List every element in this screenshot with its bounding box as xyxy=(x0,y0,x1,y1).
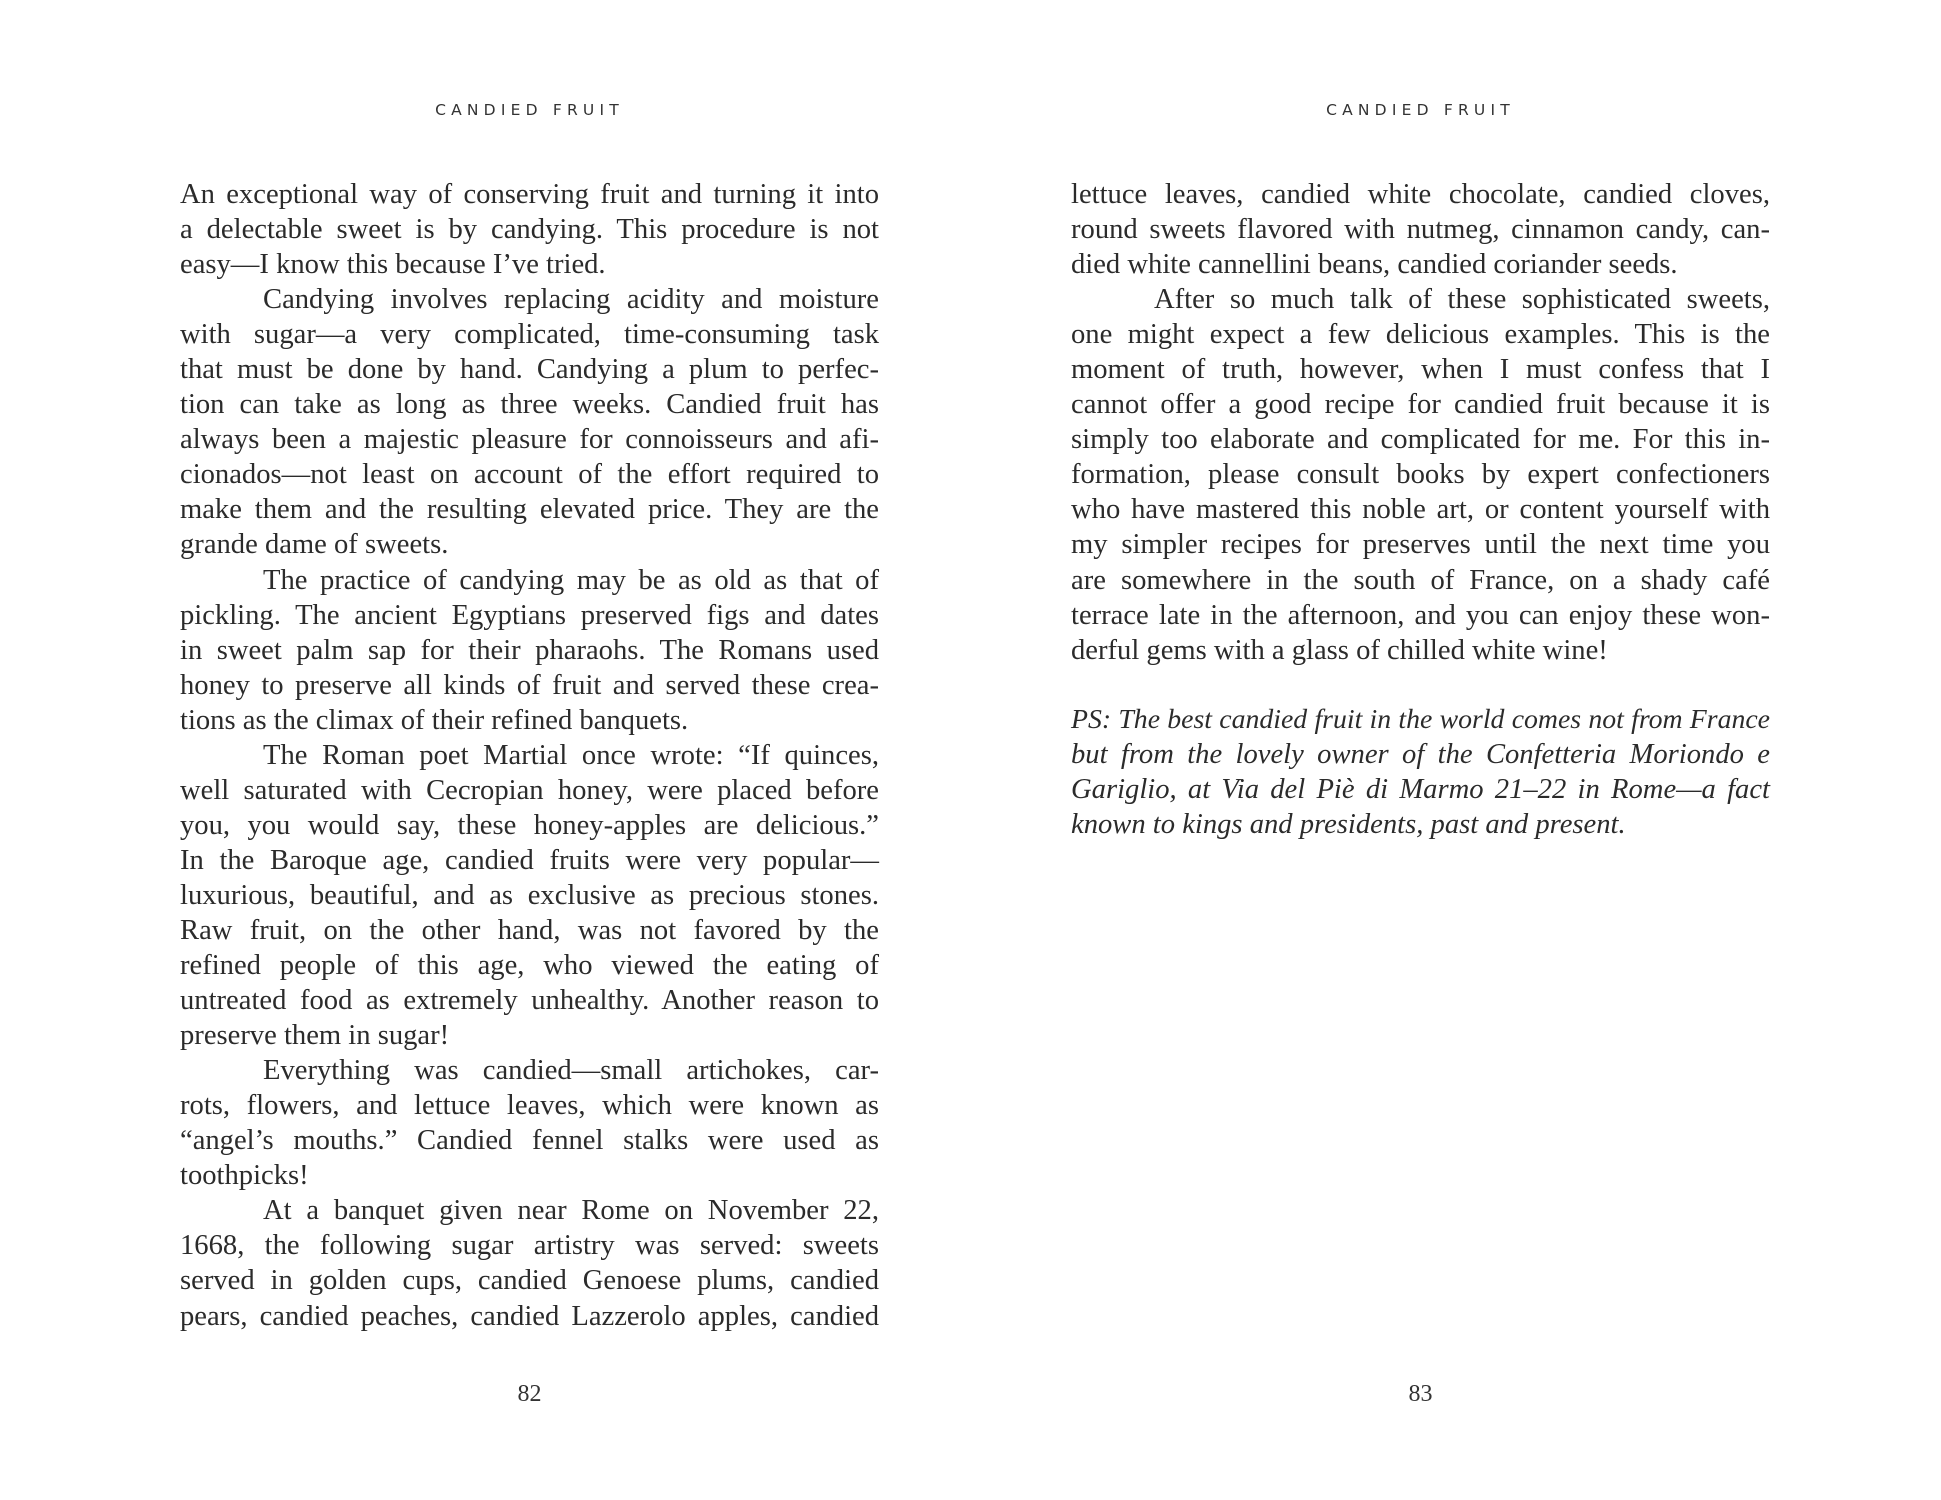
text-line: “angel’s mouths.” Candied fennel stalks were used as xyxy=(180,1125,879,1157)
text-line: cionados—not least on account of the effort required to xyxy=(180,459,879,491)
text-line: died white cannellini beans, candied coriander seeds. xyxy=(1071,249,1678,281)
left-body-text xyxy=(180,177,879,1334)
text-line: At a banquet given near Rome on November 22, xyxy=(263,1195,879,1227)
text-line: but from the lovely owner of the Confetteria Moriondo e xyxy=(1071,739,1770,771)
text-line: pickling. The ancient Egyptians preserved figs and dates xyxy=(180,599,879,631)
text-line: Gariglio, at Via del Piè di Marmo 21–22 in Rome—a fact xyxy=(1071,774,1770,806)
text-line: lettuce leaves, candied white chocolate, candied cloves, xyxy=(1071,179,1770,210)
running-head-right: CANDIED FRUIT xyxy=(1326,101,1515,119)
text-line: in sweet palm sap for their pharaohs. The Romans used xyxy=(180,634,879,666)
text-line: pears, candied peaches, candied Lazzerolo apples, candied xyxy=(180,1300,879,1332)
right-page xyxy=(1071,0,1770,1500)
text-line: Everything was candied—small artichokes, car- xyxy=(263,1055,879,1087)
page-number-right: 83 xyxy=(1408,1381,1433,1407)
text-line: PS: The best candied fruit in the world comes not from France xyxy=(1071,704,1770,735)
text-line: well saturated with Cecropian honey, were placed before xyxy=(180,774,879,806)
text-line: honey to preserve all kinds of fruit and served these crea- xyxy=(180,669,879,701)
postscript xyxy=(1071,702,1770,842)
text-line: known to kings and presidents, past and present. xyxy=(1071,809,1626,841)
text-line: my simpler recipes for preserves until the next time you xyxy=(1071,529,1770,561)
text-line: you, you would say, these honey-apples are delicious.” xyxy=(180,809,879,841)
text-line: rots, flowers, and lettuce leaves, which were known as xyxy=(180,1090,879,1122)
text-line: a delectable sweet is by candying. This procedure is not xyxy=(180,214,879,246)
text-line: refined people of this age, who viewed the eating of xyxy=(180,950,879,982)
text-line: easy—I know this because I’ve tried. xyxy=(180,249,606,281)
text-line: moment of truth, however, when I must confess that I xyxy=(1071,354,1770,386)
text-line: grande dame of sweets. xyxy=(180,529,449,561)
text-line: derful gems with a glass of chilled white wine! xyxy=(1071,634,1608,666)
left-page xyxy=(180,0,879,1500)
text-line: one might expect a few delicious examples. This is the xyxy=(1071,319,1770,351)
running-head-left: CANDIED FRUIT xyxy=(435,101,624,119)
text-line: The practice of candying may be as old as that of xyxy=(263,564,879,596)
text-line: formation, please consult books by expert confectioners xyxy=(1071,459,1770,491)
text-line: served in golden cups, candied Genoese plums, candied xyxy=(180,1265,879,1297)
text-line: simply too elaborate and complicated for me. For this in- xyxy=(1071,424,1770,456)
text-line: who have mastered this noble art, or content yourself with xyxy=(1071,494,1770,526)
text-line: Raw fruit, on the other hand, was not favored by the xyxy=(180,914,879,946)
text-line: An exceptional way of conserving fruit and turning it into xyxy=(180,179,879,210)
text-line: with sugar—a very complicated, time-consuming task xyxy=(180,319,879,351)
text-line: The Roman poet Martial once wrote: “If quinces, xyxy=(263,739,879,771)
text-line: 1668, the following sugar artistry was served: sweets xyxy=(180,1230,879,1262)
text-line: After so much talk of these sophisticated sweets, xyxy=(1154,284,1770,316)
text-line: tions as the climax of their refined banquets. xyxy=(180,704,689,736)
text-line: untreated food as extremely unhealthy. Another reason to xyxy=(180,985,879,1017)
text-line: Candying involves replacing acidity and moisture xyxy=(263,284,879,316)
page-number-left: 82 xyxy=(517,1381,542,1407)
text-line: terrace late in the afternoon, and you can enjoy these won- xyxy=(1071,599,1770,631)
text-line: always been a majestic pleasure for connoisseurs and afi- xyxy=(180,424,879,456)
text-line: In the Baroque age, candied fruits were very popular— xyxy=(180,844,879,876)
text-line: tion can take as long as three weeks. Candied fruit has xyxy=(180,389,879,421)
text-line: preserve them in sugar! xyxy=(180,1020,450,1052)
text-line: cannot offer a good recipe for candied fruit because it is xyxy=(1071,389,1770,421)
text-line: make them and the resulting elevated price. They are the xyxy=(180,494,879,526)
text-line: toothpicks! xyxy=(180,1160,309,1192)
text-line: that must be done by hand. Candying a plum to perfec- xyxy=(180,354,879,386)
text-line: luxurious, beautiful, and as exclusive as precious stones. xyxy=(180,879,879,911)
text-line: are somewhere in the south of France, on a shady café xyxy=(1071,564,1770,596)
text-line: round sweets flavored with nutmeg, cinnamon candy, can- xyxy=(1071,214,1770,246)
right-body-text xyxy=(1071,177,1770,668)
